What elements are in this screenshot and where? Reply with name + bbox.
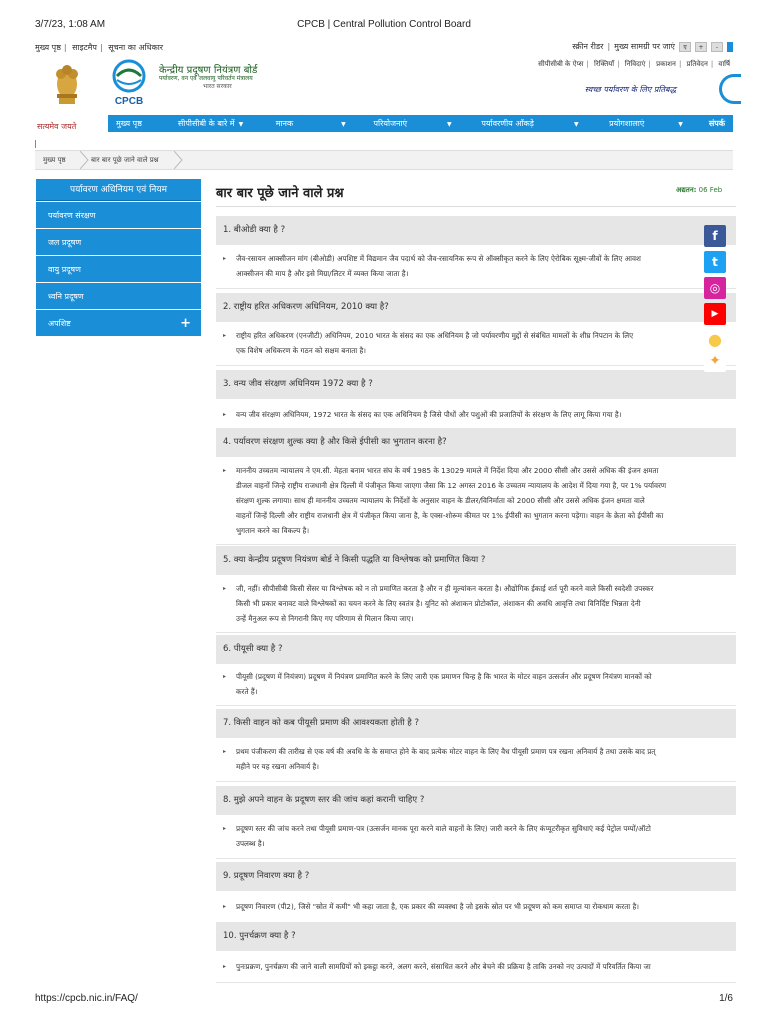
last-updated-label: अद्यतन: <box>676 186 697 194</box>
sidebar-item-air-pollution[interactable] <box>36 255 201 282</box>
twitter-icon[interactable]: t <box>704 251 726 273</box>
faq-answer-line: करते हैं। <box>236 687 258 696</box>
faq-answer <box>216 815 736 859</box>
nav-env-data-label: पर्यावरणीय आँकड़े <box>481 119 534 128</box>
faq-answer <box>216 664 736 706</box>
nav-about-label: सीपीसीबी के बारे में <box>177 119 235 128</box>
faq-answer-line: जी, नहीं। सीपीसीबी किसी सेंसर या विश्लेषक को न तो प्रमाणित करता है और न ही मूल्यांकन करता है। औद्योगिक ईकाई शर्त पूरी करने वाले किसी स्वदेशी उपस्कर <box>236 584 654 593</box>
chevron-down-icon: ▼ <box>678 121 683 128</box>
nav-standards[interactable] <box>268 115 366 132</box>
sidebar <box>36 179 201 336</box>
nav-about[interactable] <box>170 115 268 132</box>
partner-logo-icon <box>719 74 741 104</box>
font-increase-button[interactable]: + <box>695 42 707 52</box>
print-page-number: 1/6 <box>719 993 733 1004</box>
font-decrease-button[interactable]: - <box>711 42 723 52</box>
nav-standards-label: मानक <box>275 119 294 128</box>
link-annual[interactable]: वार्षि <box>718 60 730 68</box>
faq-question[interactable]: 5. क्या केन्द्रीय प्रदूषण नियंत्रण बोर्ड ने किसी पद्धति या विश्लेषक को प्रमाणित किया ? <box>216 546 736 575</box>
top-link-sitemap[interactable]: साइटमैप <box>72 43 97 52</box>
chevron-down-icon: ▼ <box>238 121 244 128</box>
sidebar-item-env-protection[interactable] <box>36 201 201 228</box>
expand-plus-icon[interactable]: + <box>180 316 191 331</box>
faq-answer-line: जैव-रसायन आक्सीजन मांग (बीओडी) अपशिष्ट में विद्यमान जैव पदार्थ को जैव-रसायनिक रूप से ऑक्सीकृत करने के लिए ऐरोबिक सूक्ष्म-जीवों के लिए आवश <box>236 254 641 263</box>
faq-item <box>216 428 736 535</box>
faq-item <box>216 546 736 623</box>
nav-contact-label: संपर्क <box>708 119 725 128</box>
koo-icon[interactable]: ● <box>704 329 726 351</box>
screen-reader-link[interactable]: स्क्रीन रीडर <box>572 42 604 51</box>
faq-answer-line: प्रथम पंजीकरण की तारीख से एक वर्ष की अवधि के के समाप्त होने के बाद प्रत्येक मोटर वाहन के लिए वैध पीयूसी प्रमाण पत्र रखना अनिवार्य है तथा उसके बाद प्रत् <box>236 747 656 756</box>
faq-answer-line: भुगतान करने का विकल्प है। <box>236 526 310 535</box>
faq-answer-line: माननीय उच्चतम न्यायालय ने एम.सी. मेहता बनाम भारत संघ के वर्ष 1985 के 13029 मामले में निर्देश दिया और 2000 सीसी और उससे अधिक की इंजन क्षमता <box>236 466 659 475</box>
faq-answer-line: किसी भी प्रकार बनावट वाले विश्लेषकों का चयन करने के लिए स्वतंत्र है। यूनिट को अंशाकन प्रोटोकॉल, अंशाकन की अवधि आवृत्ति तथा विनिर्दिष्ट भिन्नता देनी <box>236 599 641 608</box>
faq-answer-line: महीने पर यह रखना अनिवार्य है। <box>236 762 319 771</box>
faq-answer <box>216 951 736 983</box>
title-divider <box>216 206 736 207</box>
header-right-links: सीपीसीबी के ऐप्स | रिक्तियाँ | निविदाएं | प्रकाशन | प्रतिवेदन | वार्षि <box>535 60 733 69</box>
sidebar-item-noise-pollution[interactable] <box>36 282 201 309</box>
bullet-icon: ▸ <box>223 411 227 418</box>
national-emblem-icon <box>47 58 87 108</box>
faq-answer <box>216 891 736 923</box>
link-reports[interactable]: प्रतिवेदन <box>686 60 708 68</box>
sidebar-heading: पर्यावरण अधिनियम एवं नियम <box>36 179 201 201</box>
faq-answer-line: वाहनों जिन्हें दिल्ली और राष्ट्रीय राजधानी क्षेत्र में पंजीकृत किया जाना है, के एक्स-शोरूम कीमत पर 1% ईपीसी का भुगतान करना पड़ेगा। वाहन के क्रेता को ईपीसी का <box>236 511 664 520</box>
top-left-links: मुख्य पृष्ठ | साइटमैप | सूचना का अधिकार <box>35 42 166 53</box>
bullet-icon: ▸ <box>223 467 227 474</box>
faq-item <box>216 293 736 355</box>
faq-answer <box>216 322 736 366</box>
faq-item <box>216 862 736 911</box>
faq-question[interactable]: 10. पुनर्चक्रण क्या है ? <box>216 922 736 951</box>
faq-item <box>216 635 736 696</box>
divider <box>35 140 36 148</box>
print-footer <box>0 990 768 1010</box>
nav-contact[interactable] <box>701 115 733 132</box>
nav-env-data[interactable] <box>473 115 601 132</box>
faq-answer-line: डीजल वाहनों जिन्हे राष्ट्रीय राजधानी क्षेत्र दिल्ली में पंजीकृत किया जाएगा जैसा कि 12 अगस्त 2016 के उच्चतम न्यायालय के आदेश में दिया गया है, पर 1% पर्यावरण <box>236 481 667 490</box>
last-updated <box>676 186 722 195</box>
top-right-links: स्क्रीन रीडर | मुख्य सामग्री पर जाएं ए + - <box>572 41 733 52</box>
faq-question[interactable]: 8. मुझे अपने वाहन के प्रदूषण स्तर की जांच कहां करानी चाहिए ? <box>216 786 736 815</box>
bullet-icon: ▸ <box>223 585 227 592</box>
faq-answer-line: प्रदूषण स्तर की जांच करने तथा पीयूसी प्रमाण-पत्र (उत्सर्जन मानक पूरा करने वाले वाहनों के लिए) जारी करने के लिए कंप्यूटरीकृत सुविधाएं कई पेट्रोल पम्पों/ऑटो <box>236 824 651 833</box>
sidebar-item-label: ध्वनि प्रदूषण <box>48 292 84 301</box>
skip-to-content-link[interactable]: मुख्य सामग्री पर जाएं <box>614 42 675 51</box>
faq-question[interactable]: 9. प्रदूषण निवारण क्या है ? <box>216 862 736 891</box>
print-datetime: 3/7/23, 1:08 AM <box>35 19 106 30</box>
faq-item <box>216 216 736 278</box>
bullet-icon: ▸ <box>223 963 227 970</box>
link-vacancies[interactable]: रिक्तियाँ <box>594 60 615 68</box>
nav-projects[interactable] <box>366 115 474 132</box>
print-page-title: CPCB | Central Pollution Control Board <box>297 19 471 30</box>
faq-question[interactable]: 4. पर्यावरण संरक्षण शुल्क क्या है और किसे ईपीसी का भुगतान करना है? <box>216 428 736 457</box>
faq-answer-line: पुनःप्रक्रण, पुनर्चक्रण की जाने वाली सामग्रियों को इकट्ठा करने, अलग करने, संसाधित करने और बेचने की प्रक्रिया है ताकि उनको नए उत्पादों में परिवर्तित किया जा <box>236 962 651 971</box>
faq-question[interactable]: 7. किसी वाहन को कब पीयूसी प्रमाण की आवश्यकता होती है ? <box>216 709 736 738</box>
nav-labs[interactable] <box>601 115 701 132</box>
faq-answer-line: वन्य जीव संरक्षण अधिनियम, 1972 भारत के संसद का एक अधिनियम है जिसे पौधों और पशुओं की प्रजातियों के संरक्षण के लिए लागू किया गया है। <box>236 410 622 419</box>
faq-answer-line: संरक्षण शुल्क लगाया। साथ ही माननीय उच्चतम न्यायालय के निर्देशों के अनुसार वाहन के डीलर/विनिर्माता को 2000 सीसी और उससे अधिक इंजन क्षमता वाले <box>236 496 645 505</box>
breadcrumb-home[interactable]: मुख्य पृष्ठ <box>43 156 66 164</box>
faq-answer-line: उपलब्ध है। <box>236 839 265 848</box>
nav-projects-label: परियोजनाएं <box>373 119 407 128</box>
sidebar-item-label: वायु प्रदूषण <box>48 265 81 274</box>
sidebar-item-label: जल प्रदूषण <box>48 238 82 247</box>
breadcrumb-current: बार बार पूछे जाने वाले प्रश्न <box>91 156 159 164</box>
link-tenders[interactable]: निविदाएं <box>624 60 646 68</box>
page-title: बार बार पूछे जाने वाले प्रश्न <box>216 186 344 201</box>
nav-labs-label: प्रयोगशालाएं <box>609 119 645 128</box>
sidebar-item-water-pollution[interactable] <box>36 228 201 255</box>
faq-answer-line: राष्ट्रीय हरित अधिकरण (एनजीटी) अधिनियम, 2010 भारत के संसद का एक अधिनियम है जो पर्यावरणीय मुद्दों से संबंधित मामलों के शीघ्र निपटान के लिए <box>236 331 634 340</box>
org-ministry: पर्यावरण, वन एवं जलवायु परिवर्तन मंत्रालय <box>159 75 253 82</box>
org-government: भारत सरकार <box>203 83 232 90</box>
sidebar-item-waste[interactable] <box>36 309 201 336</box>
youtube-icon[interactable]: ▶ <box>704 303 726 325</box>
faq-answer <box>216 738 736 782</box>
faq-answer <box>216 245 736 289</box>
link-cpcb-apps[interactable]: सीपीसीबी के ऐप्स <box>538 60 584 68</box>
chevron-down-icon: ▼ <box>447 121 452 128</box>
faq-answer-line: पीयूसी (प्रदूषण में नियंत्रण) प्रदूषण में नियंत्रण प्रमाणित करने के लिए जारी एक प्रमाणन चिन्ह है कि भारत के मोटर वाहन उत्सर्जन और प्रदूषण नियंत्रण मानकों को <box>236 672 652 681</box>
faq-question[interactable]: 3. वन्य जीव संरक्षण अधिनियम 1972 क्या है ? <box>216 370 736 399</box>
chevron-down-icon: ▼ <box>341 121 346 128</box>
faq-answer-line: आक्सीजन की माप है और इसे मिग्रा/लिटर में व्यक्त किया जाता है। <box>236 269 409 278</box>
nav-home-label: मुख्य पृष्ठ <box>116 119 142 128</box>
emblem-caption: सत्यमेव जयते <box>37 122 77 131</box>
faq-answer <box>216 575 736 633</box>
contrast-toggle[interactable] <box>727 42 733 52</box>
print-header <box>0 0 768 40</box>
faq-item <box>216 922 736 971</box>
faq-answer <box>216 457 736 545</box>
faq-item <box>216 786 736 848</box>
top-link-home[interactable]: मुख्य पृष्ठ <box>35 43 61 52</box>
faq-question[interactable]: 1. बीओडी क्या है ? <box>216 216 736 245</box>
faq-answer-line: एक विशेष अधिकरण के गठन को सक्षम बनाता है। <box>236 346 366 355</box>
nav-home[interactable] <box>108 115 170 132</box>
breadcrumb <box>35 150 733 170</box>
bullet-icon: ▸ <box>223 903 227 910</box>
bullet-icon: ▸ <box>223 825 227 832</box>
sidebar-item-label: पर्यावरण संरक्षण <box>48 211 96 220</box>
facebook-icon[interactable]: f <box>704 225 726 247</box>
top-link-rti[interactable]: सूचना का अधिकार <box>108 43 164 52</box>
site-tagline: स्वच्छ पर्यावरण के लिए प्रतिबद्ध <box>584 85 676 94</box>
faq-answer <box>216 399 736 430</box>
chevron-down-icon: ▼ <box>573 121 579 128</box>
print-url: https://cpcb.nic.in/FAQ/ <box>35 993 138 1004</box>
link-publications[interactable]: प्रकाशन <box>656 60 676 68</box>
bullet-icon: ▸ <box>223 673 227 680</box>
top-utility-bar <box>35 40 733 56</box>
cpcb-logo-text: CPCB <box>114 96 144 107</box>
org-name: केन्द्रीय प्रदूषण नियंत्रण बोर्ड <box>159 65 258 76</box>
instagram-icon[interactable]: ◎ <box>704 277 726 299</box>
bullet-icon: ▸ <box>223 332 227 339</box>
bullet-icon: ▸ <box>223 748 227 755</box>
faq-item <box>216 709 736 771</box>
faq-question[interactable]: 6. पीयूसी क्या है ? <box>216 635 736 664</box>
sidebar-item-label: अपशिष्ट <box>48 319 71 328</box>
faq-item <box>216 370 736 419</box>
mascot-icon[interactable]: ✦ <box>704 350 726 372</box>
faq-answer-line: उन्हें मैनुअल रूप से निगरानी किए गए परिणाम से मिलान किया जाए। <box>236 614 414 623</box>
chevron-right-icon <box>79 151 89 169</box>
font-normal-button[interactable]: ए <box>679 42 691 52</box>
chevron-right-icon <box>173 151 183 169</box>
bullet-icon: ▸ <box>223 255 227 262</box>
faq-question[interactable]: 2. राष्ट्रीय हरित अधिकरण अधिनियम, 2010 क्या है? <box>216 293 736 322</box>
main-navigation <box>108 115 733 132</box>
cpcb-logo-icon[interactable] <box>107 58 151 108</box>
faq-answer-line: प्रदूषण निवारण (पी2), जिसे "स्रोत में कमी" भी कहा जाता है, एक प्रकार की व्यवस्था है जो इसके स्रोत पर भी प्रदूषण को कम समाप्त या रोकथाम करता है। <box>236 902 639 911</box>
last-updated-date: 06 Feb <box>698 186 723 194</box>
